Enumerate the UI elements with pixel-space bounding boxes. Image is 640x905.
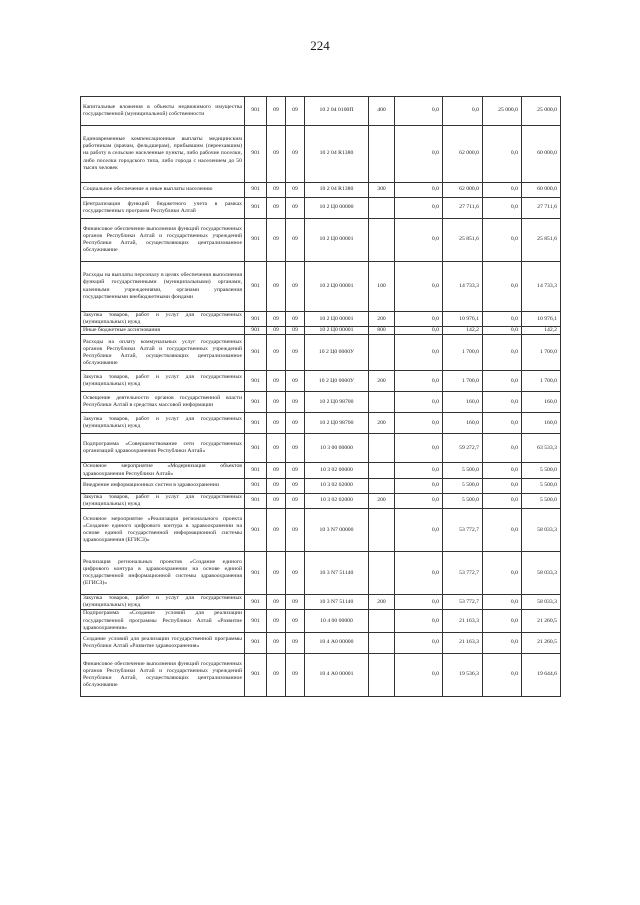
cell-subsection: 09 (286, 219, 305, 262)
cell-amount-1: 0,0 (395, 392, 443, 413)
cell-section: 09 (267, 493, 286, 508)
row-description: Иные бюджетные ассигнования (81, 327, 245, 335)
cell-target-article: 10 2 Ц0 00001 (305, 262, 369, 312)
cell-amount-2: 1 700,0 (443, 335, 483, 371)
cell-amount-4: 5 500,0 (522, 493, 561, 508)
cell-subsection: 09 (286, 335, 305, 371)
cell-amount-1: 0,0 (395, 219, 443, 262)
cell-amount-3: 0,0 (483, 262, 522, 312)
cell-amount-1: 0,0 (395, 610, 443, 632)
cell-section: 09 (267, 653, 286, 696)
cell-target-article: 10 2 Ц0 0000У (305, 371, 369, 392)
cell-subsection: 09 (286, 126, 305, 183)
cell-section: 09 (267, 434, 286, 463)
cell-amount-3: 0,0 (483, 327, 522, 335)
cell-amount-4: 160,0 (522, 392, 561, 413)
cell-admin-code: 901 (245, 183, 267, 198)
row-description: Расходы на оплату коммунальных услуг государственных органов Республики Алтай и государственных учреждений Республики Алтай, осуществляющих централизованное обслуживание (81, 335, 245, 371)
table-row (81, 610, 561, 632)
cell-amount-1: 0,0 (395, 434, 443, 463)
table-row (81, 595, 561, 610)
cell-section: 09 (267, 312, 286, 327)
cell-subsection: 09 (286, 371, 305, 392)
row-description: Создание условий для реализации государственной программы Республики Алтай «Развитие здравоохранения» (81, 632, 245, 653)
cell-target-article: 10 2 04 0100П (305, 97, 369, 126)
cell-admin-code: 901 (245, 610, 267, 632)
cell-subsection: 09 (286, 478, 305, 493)
cell-expense-type (369, 509, 395, 552)
row-description: Закупка товаров, работ и услуг для государственных (муниципальных) нужд (81, 312, 245, 327)
row-description: Единовременные компенсационные выплаты медицинским работникам (врачам, фельдшерам), прибывшим (переехавшим) на работу в сельские населенные пункты, либо рабочие поселки, либо поселки городского типа, либо города с населением до 50 тысяч человек (81, 126, 245, 183)
cell-amount-1: 0,0 (395, 198, 443, 219)
table-row (81, 632, 561, 653)
cell-subsection: 09 (286, 632, 305, 653)
cell-target-article: 10 4 00 00000 (305, 610, 369, 632)
table-row (81, 126, 561, 183)
cell-amount-1: 0,0 (395, 335, 443, 371)
cell-amount-1: 0,0 (395, 632, 443, 653)
cell-expense-type (369, 335, 395, 371)
cell-section: 09 (267, 509, 286, 552)
cell-amount-4: 10 976,1 (522, 312, 561, 327)
table-row (81, 327, 561, 335)
cell-amount-4: 5 500,0 (522, 463, 561, 478)
cell-amount-3: 0,0 (483, 595, 522, 610)
cell-amount-1: 0,0 (395, 183, 443, 198)
row-description: Закупка товаров, работ и услуг для государственных (муниципальных) нужд (81, 493, 245, 508)
cell-target-article: 10 2 Ц0 98700 (305, 413, 369, 434)
cell-amount-1: 0,0 (395, 262, 443, 312)
cell-subsection: 09 (286, 434, 305, 463)
cell-amount-4: 25 000,0 (522, 97, 561, 126)
table-row (81, 653, 561, 696)
cell-amount-2: 5 500,0 (443, 463, 483, 478)
cell-subsection: 09 (286, 509, 305, 552)
table-row (81, 413, 561, 434)
cell-amount-3: 0,0 (483, 632, 522, 653)
cell-amount-3: 0,0 (483, 463, 522, 478)
cell-amount-1: 0,0 (395, 653, 443, 696)
cell-admin-code: 901 (245, 509, 267, 552)
cell-amount-3: 0,0 (483, 653, 522, 696)
cell-amount-2: 142,2 (443, 327, 483, 335)
cell-section: 09 (267, 463, 286, 478)
row-description: Финансовое обеспечение выполнения функций государственных органов Республики Алтай и государственных учреждений Республики Алтай, осуществляющих централизованное обслуживание (81, 219, 245, 262)
cell-admin-code: 901 (245, 219, 267, 262)
cell-subsection: 09 (286, 493, 305, 508)
row-description: Централизация функций бюджетного учета в рамках государственных программ Республики Алтай (81, 198, 245, 219)
cell-amount-1: 0,0 (395, 97, 443, 126)
cell-amount-2: 160,0 (443, 392, 483, 413)
cell-target-article: 10 2 Ц0 98700 (305, 392, 369, 413)
cell-amount-2: 0,0 (443, 97, 483, 126)
row-description: Освещение деятельности органов государственной власти Республики Алтай в средствах массовой информации (81, 392, 245, 413)
cell-section: 09 (267, 610, 286, 632)
cell-expense-type (369, 434, 395, 463)
cell-section: 09 (267, 97, 286, 126)
cell-section: 09 (267, 183, 286, 198)
cell-target-article: 10 2 Ц0 0000У (305, 335, 369, 371)
cell-expense-type: 100 (369, 262, 395, 312)
cell-amount-3: 0,0 (483, 219, 522, 262)
cell-section: 09 (267, 632, 286, 653)
cell-amount-2: 14 733,3 (443, 262, 483, 312)
cell-admin-code: 901 (245, 262, 267, 312)
row-description: Подпрограмма «Создание условий для реализации государственной программы Республики Алтай «Развитие здравоохранения» (81, 610, 245, 632)
cell-target-article: 10 3 02 02000 (305, 493, 369, 508)
cell-section: 09 (267, 392, 286, 413)
cell-amount-4: 21 260,5 (522, 610, 561, 632)
cell-expense-type: 200 (369, 413, 395, 434)
cell-subsection: 09 (286, 198, 305, 219)
cell-expense-type: 200 (369, 312, 395, 327)
cell-amount-3: 0,0 (483, 198, 522, 219)
table-row (81, 219, 561, 262)
cell-admin-code: 901 (245, 653, 267, 696)
cell-target-article: 10 4 А0 00000 (305, 632, 369, 653)
cell-subsection: 09 (286, 413, 305, 434)
cell-section: 09 (267, 219, 286, 262)
cell-amount-1: 0,0 (395, 478, 443, 493)
cell-amount-4: 1 700,0 (522, 371, 561, 392)
cell-subsection: 09 (286, 262, 305, 312)
row-description: Закупка товаров, работ и услуг для государственных (муниципальных) нужд (81, 371, 245, 392)
cell-amount-3: 0,0 (483, 126, 522, 183)
cell-amount-1: 0,0 (395, 509, 443, 552)
table-row (81, 262, 561, 312)
cell-expense-type (369, 653, 395, 696)
table-row (81, 509, 561, 552)
cell-amount-4: 160,0 (522, 413, 561, 434)
cell-expense-type (369, 478, 395, 493)
cell-amount-2: 160,0 (443, 413, 483, 434)
table-row (81, 312, 561, 327)
cell-amount-4: 58 033,3 (522, 595, 561, 610)
cell-amount-3: 0,0 (483, 493, 522, 508)
cell-subsection: 09 (286, 312, 305, 327)
row-description: Финансовое обеспечение выполнения функций государственных органов Республики Алтай и государственных учреждений Республики Алтай, осуществляющих централизованное обслуживание (81, 653, 245, 696)
cell-target-article: 10 3 02 02000 (305, 478, 369, 493)
cell-section: 09 (267, 335, 286, 371)
cell-expense-type: 200 (369, 493, 395, 508)
cell-amount-4: 142,2 (522, 327, 561, 335)
cell-target-article: 10 2 Ц0 00001 (305, 312, 369, 327)
table-row (81, 478, 561, 493)
table-row (81, 198, 561, 219)
cell-expense-type (369, 632, 395, 653)
table-row (81, 183, 561, 198)
cell-section: 09 (267, 327, 286, 335)
table-row (81, 552, 561, 595)
cell-admin-code: 901 (245, 198, 267, 219)
row-description: Реализация региональных проектов «Создание единого цифрового контура в здравоохранении на основе единой государственной информационной системы здравоохранения (ЕГИСЗ)» (81, 552, 245, 595)
cell-amount-4: 5 500,0 (522, 478, 561, 493)
cell-subsection: 09 (286, 552, 305, 595)
cell-expense-type (369, 552, 395, 595)
cell-amount-2: 25 851,6 (443, 219, 483, 262)
row-description: Закупка товаров, работ и услуг для государственных (муниципальных) нужд (81, 413, 245, 434)
cell-section: 09 (267, 198, 286, 219)
cell-amount-4: 58 033,3 (522, 552, 561, 595)
cell-admin-code: 901 (245, 413, 267, 434)
cell-expense-type: 800 (369, 327, 395, 335)
cell-amount-3: 0,0 (483, 371, 522, 392)
cell-amount-1: 0,0 (395, 413, 443, 434)
cell-expense-type (369, 198, 395, 219)
table-row (81, 97, 561, 126)
cell-amount-4: 21 260,5 (522, 632, 561, 653)
cell-target-article: 10 2 04 R1380 (305, 126, 369, 183)
cell-amount-2: 53 772,7 (443, 552, 483, 595)
cell-subsection: 09 (286, 610, 305, 632)
cell-target-article: 10 2 04 R1380 (305, 183, 369, 198)
cell-subsection: 09 (286, 392, 305, 413)
cell-amount-2: 53 772,7 (443, 595, 483, 610)
cell-admin-code: 901 (245, 312, 267, 327)
cell-amount-2: 10 976,1 (443, 312, 483, 327)
cell-amount-2: 5 500,0 (443, 493, 483, 508)
cell-amount-3: 0,0 (483, 183, 522, 198)
cell-admin-code: 901 (245, 371, 267, 392)
cell-admin-code: 901 (245, 97, 267, 126)
row-description: Подпрограмма «Совершенствование сети государственных организаций здравоохранения Республики Алтай» (81, 434, 245, 463)
cell-amount-2: 62 000,0 (443, 126, 483, 183)
cell-section: 09 (267, 552, 286, 595)
cell-amount-4: 1 700,0 (522, 335, 561, 371)
cell-target-article: 10 3 N7 51140 (305, 595, 369, 610)
cell-admin-code: 901 (245, 632, 267, 653)
row-description: Закупка товаров, работ и услуг для государственных (муниципальных) нужд (81, 595, 245, 610)
row-description: Расходы на выплаты персоналу в целях обеспечения выполнения функций государственными (муниципальными) органами, казенными учреждениями, органами управления государственными внебюджетными фондами (81, 262, 245, 312)
cell-target-article: 10 2 Ц0 00001 (305, 219, 369, 262)
cell-target-article: 10 3 00 00000 (305, 434, 369, 463)
row-description: Основное мероприятие «Модернизация объектов здравоохранения Республики Алтай» (81, 463, 245, 478)
cell-section: 09 (267, 126, 286, 183)
cell-section: 09 (267, 371, 286, 392)
cell-amount-1: 0,0 (395, 126, 443, 183)
cell-amount-3: 0,0 (483, 434, 522, 463)
cell-target-article: 10 2 Ц0 00001 (305, 327, 369, 335)
table-body (81, 97, 561, 697)
cell-amount-4: 19 644,6 (522, 653, 561, 696)
cell-amount-2: 27 711,6 (443, 198, 483, 219)
cell-amount-4: 60 000,0 (522, 126, 561, 183)
cell-amount-2: 19 536,3 (443, 653, 483, 696)
cell-expense-type (369, 126, 395, 183)
cell-subsection: 09 (286, 183, 305, 198)
table-row (81, 434, 561, 463)
cell-expense-type (369, 463, 395, 478)
cell-amount-2: 62 000,0 (443, 183, 483, 198)
table-row (81, 493, 561, 508)
cell-admin-code: 901 (245, 493, 267, 508)
cell-admin-code: 901 (245, 327, 267, 335)
cell-admin-code: 901 (245, 595, 267, 610)
cell-expense-type (369, 392, 395, 413)
cell-expense-type: 200 (369, 371, 395, 392)
cell-amount-3: 0,0 (483, 610, 522, 632)
cell-amount-2: 59 272,7 (443, 434, 483, 463)
cell-amount-2: 5 500,0 (443, 478, 483, 493)
cell-section: 09 (267, 413, 286, 434)
cell-amount-4: 27 711,6 (522, 198, 561, 219)
cell-amount-3: 0,0 (483, 478, 522, 493)
table-row (81, 371, 561, 392)
cell-expense-type: 200 (369, 595, 395, 610)
cell-expense-type: 400 (369, 97, 395, 126)
cell-amount-1: 0,0 (395, 552, 443, 595)
cell-amount-1: 0,0 (395, 371, 443, 392)
cell-amount-3: 0,0 (483, 413, 522, 434)
cell-amount-2: 53 772,7 (443, 509, 483, 552)
cell-admin-code: 901 (245, 392, 267, 413)
cell-amount-1: 0,0 (395, 327, 443, 335)
cell-amount-1: 0,0 (395, 493, 443, 508)
cell-admin-code: 901 (245, 434, 267, 463)
cell-amount-1: 0,0 (395, 595, 443, 610)
cell-amount-2: 1 700,0 (443, 371, 483, 392)
cell-subsection: 09 (286, 463, 305, 478)
cell-admin-code: 901 (245, 335, 267, 371)
cell-admin-code: 901 (245, 478, 267, 493)
cell-amount-3: 0,0 (483, 335, 522, 371)
cell-admin-code: 901 (245, 463, 267, 478)
table-row (81, 463, 561, 478)
cell-amount-3: 0,0 (483, 552, 522, 595)
cell-amount-1: 0,0 (395, 463, 443, 478)
table-row (81, 335, 561, 371)
cell-amount-4: 60 000,0 (522, 183, 561, 198)
cell-subsection: 09 (286, 653, 305, 696)
page-number: 224 (310, 38, 330, 53)
cell-amount-3: 25 000,0 (483, 97, 522, 126)
cell-amount-1: 0,0 (395, 312, 443, 327)
row-description: Капитальные вложения в объекты недвижимого имущества государственной (муниципальной) собственности (81, 97, 245, 126)
row-description: Основное мероприятие «Реализация регионального проекта «Создание единого цифрового контура в здравоохранении на основе единой государственной информационной системы здравоохранения (ЕГИСЗ)» (81, 509, 245, 552)
cell-amount-4: 58 033,3 (522, 509, 561, 552)
cell-subsection: 09 (286, 595, 305, 610)
cell-amount-3: 0,0 (483, 312, 522, 327)
cell-target-article: 10 2 Ц0 00000 (305, 198, 369, 219)
cell-amount-2: 21 163,3 (443, 610, 483, 632)
cell-section: 09 (267, 595, 286, 610)
cell-target-article: 10 3 N7 00000 (305, 509, 369, 552)
budget-table (80, 96, 561, 697)
cell-subsection: 09 (286, 327, 305, 335)
cell-amount-3: 0,0 (483, 509, 522, 552)
cell-target-article: 10 3 N7 51140 (305, 552, 369, 595)
cell-admin-code: 901 (245, 126, 267, 183)
cell-target-article: 10 4 А0 00001 (305, 653, 369, 696)
cell-amount-4: 14 733,3 (522, 262, 561, 312)
cell-section: 09 (267, 478, 286, 493)
cell-amount-2: 21 163,3 (443, 632, 483, 653)
cell-subsection: 09 (286, 97, 305, 126)
row-description: Внедрение информационных систем в здравоохранении (81, 478, 245, 493)
cell-amount-4: 25 851,6 (522, 219, 561, 262)
cell-expense-type (369, 219, 395, 262)
cell-admin-code: 901 (245, 552, 267, 595)
cell-expense-type (369, 610, 395, 632)
cell-target-article: 10 3 02 00000 (305, 463, 369, 478)
cell-section: 09 (267, 262, 286, 312)
table-row (81, 392, 561, 413)
cell-amount-4: 63 533,3 (522, 434, 561, 463)
row-description: Социальное обеспечение и иные выплаты населению (81, 183, 245, 198)
cell-expense-type: 300 (369, 183, 395, 198)
cell-amount-3: 0,0 (483, 392, 522, 413)
